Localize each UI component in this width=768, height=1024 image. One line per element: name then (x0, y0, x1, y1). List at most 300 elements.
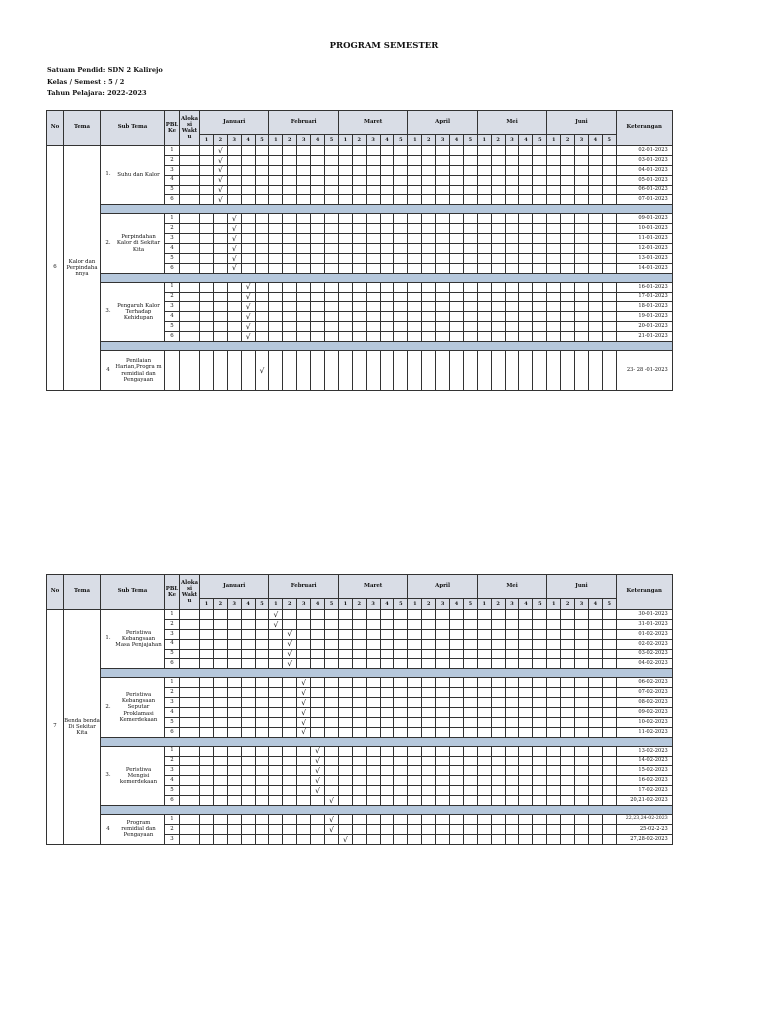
week-cell (283, 834, 297, 844)
week-cell (547, 351, 561, 391)
keterangan-date: 01-02-2023 (616, 629, 672, 639)
week-cell (561, 253, 575, 263)
week-cell (241, 195, 255, 205)
week-cell (463, 815, 477, 825)
week-cell (311, 312, 325, 322)
week-cell (505, 708, 519, 718)
check-mark: √ (311, 746, 325, 756)
week-cell (436, 224, 450, 234)
week-cell (602, 302, 616, 312)
week-cell (588, 678, 602, 688)
week-cell (505, 185, 519, 195)
week-cell (408, 312, 422, 322)
week-cell (561, 610, 575, 620)
alokasi-cell (180, 746, 200, 756)
week-cell (380, 815, 394, 825)
week-cell (533, 332, 547, 342)
week-cell (200, 224, 214, 234)
week-cell (297, 195, 311, 205)
week-cell (547, 698, 561, 708)
pbl-number: 5 (165, 717, 180, 727)
week-cell (380, 292, 394, 302)
separator-bar (101, 205, 673, 214)
sub-tema-number: 2. (105, 239, 111, 246)
week-cell (561, 155, 575, 165)
week-cell (241, 629, 255, 639)
week-cell (366, 766, 380, 776)
week-cell (241, 610, 255, 620)
week-cell (575, 175, 589, 185)
header-week: 1 (269, 135, 283, 146)
week-cell (547, 619, 561, 629)
week-cell (463, 766, 477, 776)
week-cell (200, 786, 214, 796)
sub-tema-cell (101, 146, 165, 205)
week-cell (338, 708, 352, 718)
week-cell (422, 639, 436, 649)
week-cell (269, 698, 283, 708)
week-cell (450, 195, 464, 205)
week-cell (213, 834, 227, 844)
week-cell (213, 688, 227, 698)
week-cell (588, 253, 602, 263)
week-cell (588, 717, 602, 727)
week-cell (519, 165, 533, 175)
week-cell (227, 815, 241, 825)
week-cell (463, 175, 477, 185)
week-cell (450, 282, 464, 292)
table-row (47, 678, 673, 688)
keterangan-date: 06-02-2023 (616, 678, 672, 688)
week-cell (200, 659, 214, 669)
week-cell (519, 786, 533, 796)
check-mark: √ (297, 688, 311, 698)
week-cell (366, 224, 380, 234)
week-cell (311, 214, 325, 224)
week-cell (325, 717, 339, 727)
week-cell (561, 698, 575, 708)
week-cell (519, 619, 533, 629)
week-cell (505, 776, 519, 786)
week-cell (380, 639, 394, 649)
week-cell (450, 332, 464, 342)
check-mark: √ (213, 195, 227, 205)
week-cell (408, 292, 422, 302)
week-cell (380, 332, 394, 342)
week-cell (380, 224, 394, 234)
week-cell (227, 659, 241, 669)
week-cell (213, 708, 227, 718)
week-cell (325, 302, 339, 312)
check-mark: √ (241, 312, 255, 322)
week-cell (269, 146, 283, 156)
week-cell (519, 678, 533, 688)
week-cell (338, 165, 352, 175)
week-cell (297, 253, 311, 263)
pbl-number: 1 (165, 214, 180, 224)
week-cell (380, 678, 394, 688)
week-cell (477, 332, 491, 342)
header-week: 1 (338, 135, 352, 146)
week-cell (255, 786, 269, 796)
week-cell (491, 717, 505, 727)
header-week: 5 (325, 135, 339, 146)
week-cell (575, 698, 589, 708)
week-cell (533, 244, 547, 254)
sub-tema-cell (101, 282, 165, 341)
week-cell (505, 746, 519, 756)
week-cell (422, 629, 436, 639)
week-cell (366, 165, 380, 175)
week-cell (338, 698, 352, 708)
sub-tema-number: 1. (105, 171, 111, 178)
week-cell (491, 678, 505, 688)
week-cell (325, 766, 339, 776)
separator-row (47, 205, 673, 214)
week-cell (505, 351, 519, 391)
week-cell (575, 165, 589, 175)
week-cell (380, 244, 394, 254)
week-cell (575, 332, 589, 342)
week-cell (394, 786, 408, 796)
week-cell (325, 649, 339, 659)
week-cell (533, 234, 547, 244)
week-cell (477, 786, 491, 796)
header-week: 3 (575, 599, 589, 610)
week-cell (408, 195, 422, 205)
week-cell (352, 263, 366, 273)
week-cell (588, 610, 602, 620)
week-cell (297, 824, 311, 834)
week-cell (436, 698, 450, 708)
week-cell (227, 824, 241, 834)
week-cell (463, 332, 477, 342)
keterangan-date: 08-02-2023 (616, 698, 672, 708)
week-cell (436, 727, 450, 737)
week-cell (436, 155, 450, 165)
week-cell (394, 234, 408, 244)
alokasi-cell (180, 312, 200, 322)
week-cell (533, 649, 547, 659)
week-cell (505, 195, 519, 205)
week-cell (325, 698, 339, 708)
alokasi-cell (180, 776, 200, 786)
keterangan-date: 13-02-2023 (616, 746, 672, 756)
week-cell (602, 146, 616, 156)
week-cell (352, 165, 366, 175)
week-cell (505, 610, 519, 620)
pbl-number: 5 (165, 253, 180, 263)
week-cell (325, 185, 339, 195)
week-cell (519, 175, 533, 185)
week-cell (227, 639, 241, 649)
week-cell (227, 185, 241, 195)
week-cell (575, 815, 589, 825)
week-cell (283, 146, 297, 156)
week-cell (477, 824, 491, 834)
week-cell (519, 834, 533, 844)
header-week: 2 (561, 135, 575, 146)
week-cell (602, 224, 616, 234)
keterangan-date: 10-01-2023 (616, 224, 672, 234)
week-cell (450, 678, 464, 688)
week-cell (200, 688, 214, 698)
week-cell (491, 610, 505, 620)
week-cell (408, 155, 422, 165)
check-mark: √ (283, 629, 297, 639)
week-cell (255, 302, 269, 312)
week-cell (408, 639, 422, 649)
week-cell (408, 253, 422, 263)
week-cell (602, 698, 616, 708)
week-cell (366, 796, 380, 806)
week-cell (533, 619, 547, 629)
week-cell (450, 708, 464, 718)
week-cell (325, 619, 339, 629)
week-cell (561, 185, 575, 195)
week-cell (561, 659, 575, 669)
week-cell (491, 796, 505, 806)
week-cell (311, 708, 325, 718)
alokasi-cell (180, 214, 200, 224)
week-cell (200, 322, 214, 332)
week-cell (602, 312, 616, 322)
header-week: 4 (380, 135, 394, 146)
week-cell (575, 253, 589, 263)
week-cell (366, 746, 380, 756)
week-cell (450, 610, 464, 620)
week-cell (283, 717, 297, 727)
week-cell (283, 332, 297, 342)
week-cell (338, 776, 352, 786)
week-cell (602, 756, 616, 766)
week-cell (269, 746, 283, 756)
info-tahun: Tahun Pelajara: 2022-2023 (47, 89, 147, 97)
separator-bar (101, 737, 673, 746)
week-cell (602, 766, 616, 776)
week-cell (491, 312, 505, 322)
week-cell (227, 165, 241, 175)
week-cell (227, 649, 241, 659)
week-cell (561, 322, 575, 332)
week-cell (255, 292, 269, 302)
week-cell (477, 312, 491, 322)
alokasi-cell (180, 629, 200, 639)
week-cell (311, 185, 325, 195)
week-cell (213, 282, 227, 292)
week-cell (588, 244, 602, 254)
week-cell (352, 756, 366, 766)
header-week: 3 (297, 135, 311, 146)
week-cell (436, 708, 450, 718)
week-cell (325, 834, 339, 844)
week-cell (450, 786, 464, 796)
week-cell (519, 756, 533, 766)
week-cell (519, 351, 533, 391)
week-cell (547, 312, 561, 322)
week-cell (227, 746, 241, 756)
week-cell (200, 610, 214, 620)
week-cell (200, 727, 214, 737)
week-cell (505, 263, 519, 273)
week-cell (352, 322, 366, 332)
week-cell (505, 332, 519, 342)
header-keterangan: Keterangan (616, 575, 672, 610)
week-cell (463, 717, 477, 727)
week-cell (505, 175, 519, 185)
check-mark: √ (297, 698, 311, 708)
week-cell (380, 629, 394, 639)
week-cell (227, 727, 241, 737)
week-cell (463, 234, 477, 244)
week-cell (477, 146, 491, 156)
week-cell (325, 746, 339, 756)
week-cell (422, 610, 436, 620)
week-cell (241, 756, 255, 766)
week-cell (366, 639, 380, 649)
week-cell (477, 263, 491, 273)
week-cell (505, 312, 519, 322)
week-cell (477, 776, 491, 786)
week-cell (394, 146, 408, 156)
week-cell (561, 214, 575, 224)
week-cell (450, 717, 464, 727)
week-cell (227, 834, 241, 844)
keterangan-date: 20-01-2023 (616, 322, 672, 332)
week-cell (338, 815, 352, 825)
week-cell (297, 776, 311, 786)
keterangan-date: 14-01-2023 (616, 263, 672, 273)
week-cell (533, 756, 547, 766)
week-cell (575, 185, 589, 195)
keterangan-date: 07-01-2023 (616, 195, 672, 205)
keterangan-date: 02-01-2023 (616, 146, 672, 156)
header-no: No (47, 575, 64, 610)
week-cell (436, 165, 450, 175)
pbl-number: 2 (165, 292, 180, 302)
pbl-number: 6 (165, 727, 180, 737)
week-cell (283, 678, 297, 688)
week-cell (297, 214, 311, 224)
week-cell (366, 302, 380, 312)
week-cell (338, 146, 352, 156)
week-cell (547, 717, 561, 727)
alokasi-cell (180, 717, 200, 727)
week-cell (422, 351, 436, 391)
week-cell (241, 708, 255, 718)
week-cell (491, 214, 505, 224)
week-cell (450, 322, 464, 332)
week-cell (200, 146, 214, 156)
header-week: 3 (505, 135, 519, 146)
week-cell (269, 815, 283, 825)
week-cell (575, 659, 589, 669)
week-cell (366, 756, 380, 766)
week-cell (450, 815, 464, 825)
week-cell (547, 756, 561, 766)
week-cell (602, 649, 616, 659)
week-cell (602, 165, 616, 175)
week-cell (269, 195, 283, 205)
check-mark: √ (311, 766, 325, 776)
week-cell (213, 214, 227, 224)
week-cell (338, 175, 352, 185)
week-cell (213, 253, 227, 263)
header-week: 4 (380, 599, 394, 610)
week-cell (380, 610, 394, 620)
week-cell (602, 629, 616, 639)
week-cell (561, 796, 575, 806)
week-cell (255, 165, 269, 175)
week-cell (338, 282, 352, 292)
week-cell (547, 263, 561, 273)
week-cell (366, 698, 380, 708)
week-cell (394, 796, 408, 806)
check-mark: √ (241, 332, 255, 342)
pbl-number (165, 351, 180, 391)
week-cell (547, 292, 561, 302)
week-cell (436, 253, 450, 263)
week-cell (352, 610, 366, 620)
week-cell (575, 351, 589, 391)
week-cell (533, 727, 547, 737)
header-week: 1 (547, 599, 561, 610)
week-cell (491, 786, 505, 796)
week-cell (241, 175, 255, 185)
table-row (47, 214, 673, 224)
week-cell (463, 292, 477, 302)
week-cell (408, 282, 422, 292)
week-cell (297, 629, 311, 639)
week-cell (325, 639, 339, 649)
sub-tema-name: Perpindahan Kalor di Sekitar Kita (116, 234, 161, 253)
week-cell (561, 649, 575, 659)
header-month: Mei (477, 575, 546, 599)
week-cell (533, 796, 547, 806)
week-cell (338, 292, 352, 302)
week-cell (450, 698, 464, 708)
week-cell (338, 659, 352, 669)
header-week: 4 (311, 135, 325, 146)
week-cell (575, 639, 589, 649)
week-cell (450, 312, 464, 322)
week-cell (561, 224, 575, 234)
week-cell (394, 746, 408, 756)
week-cell (325, 234, 339, 244)
week-cell (213, 629, 227, 639)
pbl-number: 3 (165, 698, 180, 708)
header-week: 2 (491, 599, 505, 610)
week-cell (269, 312, 283, 322)
week-cell (533, 717, 547, 727)
week-cell (283, 708, 297, 718)
week-cell (227, 776, 241, 786)
week-cell (352, 292, 366, 302)
week-cell (450, 796, 464, 806)
week-cell (380, 786, 394, 796)
week-cell (519, 629, 533, 639)
keterangan-date: 10-02-2023 (616, 717, 672, 727)
week-cell (463, 746, 477, 756)
week-cell (533, 708, 547, 718)
pbl-number: 5 (165, 185, 180, 195)
week-cell (477, 708, 491, 718)
pbl-number: 3 (165, 629, 180, 639)
week-cell (269, 649, 283, 659)
week-cell (505, 766, 519, 776)
header-no: No (47, 111, 64, 146)
week-cell (463, 708, 477, 718)
